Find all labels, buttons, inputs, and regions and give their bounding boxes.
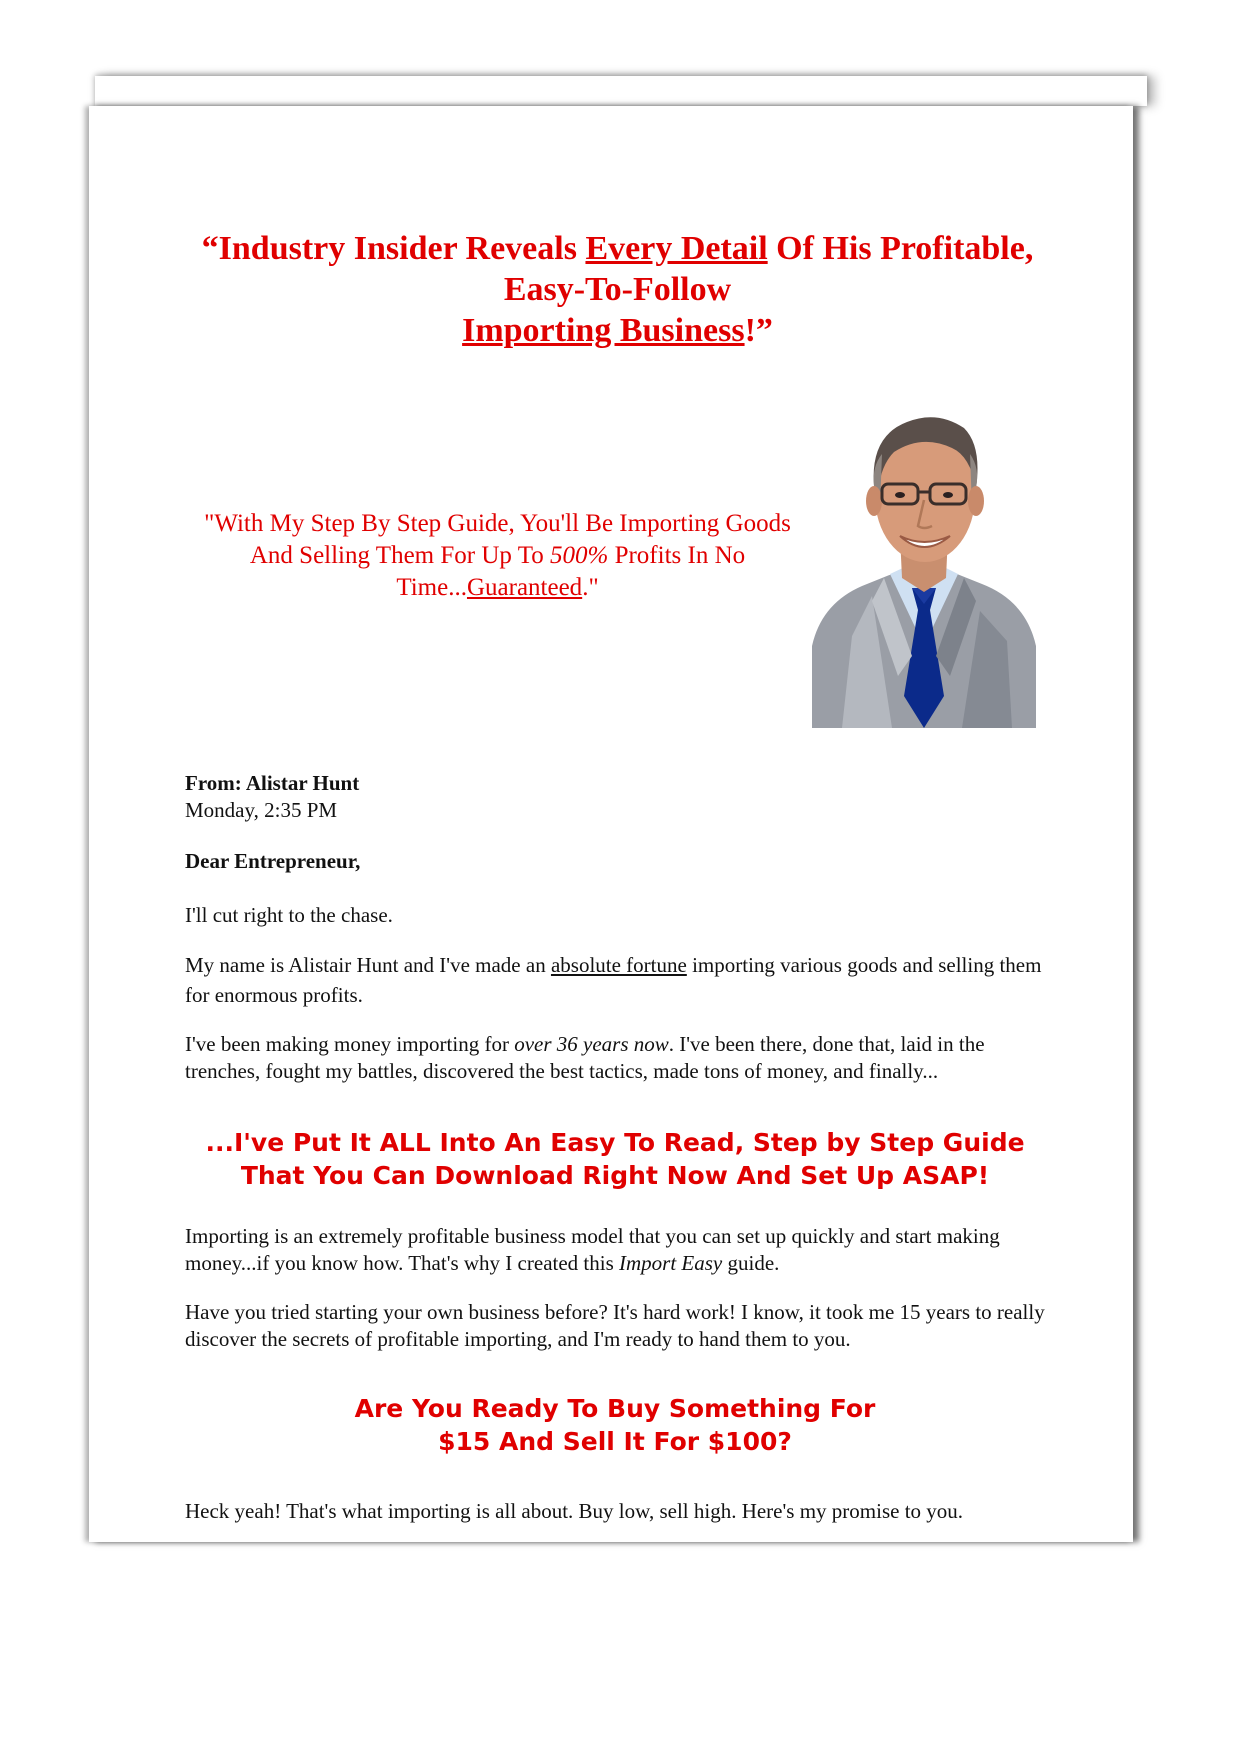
paragraph-5: Have you tried starting your own business before? It's hard work! I know, it took me 15 years to really discover the secrets of profitable importing, and I'm ready to hand them to you. — [185, 1300, 1045, 1351]
paragraph-3: I've been making money importing for over 36 years now. I've been there, done that, laid in the trenches, fought my battles, discovered the best tactics, made tons of money, and finally... — [185, 1032, 985, 1083]
absolute-fortune-text: absolute fortune — [550, 953, 687, 977]
letter-greeting: Dear Entrepreneur, — [185, 849, 361, 873]
sub-headline: "With My Step By Step Guide, You'll Be Importing Goods And Selling Them For Up To 500% Profits In No Time...Guaranteed." — [204, 510, 791, 601]
letter-date: Monday, 2:35 PM — [185, 798, 338, 822]
main-headline: “Industry Insider Reveals Every Detail Of His Profitable, Easy-To-Follow Importing Business!” — [201, 230, 1034, 349]
headline-emphasis: Every Detail — [585, 230, 768, 267]
author-photo — [812, 396, 1036, 728]
page-sheet-top — [95, 76, 1147, 106]
paragraph-6: Heck yeah! That's what importing is all about. Buy low, sell high. Here's my promise to you. — [185, 1499, 964, 1523]
paragraph-4: Importing is an extremely profitable business model that you can set up quickly and start making money...if you know how. That's why I created this Import Easy guide. — [185, 1224, 1000, 1275]
letter-from: From: Alistar Hunt — [185, 771, 360, 795]
headline-underlined: Importing Business — [462, 312, 745, 349]
paragraph-2: My name is Alistair Hunt and I've made an absolute fortune importing various goods and selling them for enormous profits. — [185, 953, 1042, 1007]
section-heading-2: Are You Ready To Buy Something For $15 And Sell It For $100? — [354, 1394, 876, 1456]
paragraph-1: I'll cut right to the chase. — [185, 903, 393, 927]
author-portrait-image — [812, 396, 1036, 728]
section-heading-1: ...I've Put It ALL Into An Easy To Read, Step by Step Guide That You Can Download Right Now And Set Up ASAP! — [205, 1128, 1025, 1190]
